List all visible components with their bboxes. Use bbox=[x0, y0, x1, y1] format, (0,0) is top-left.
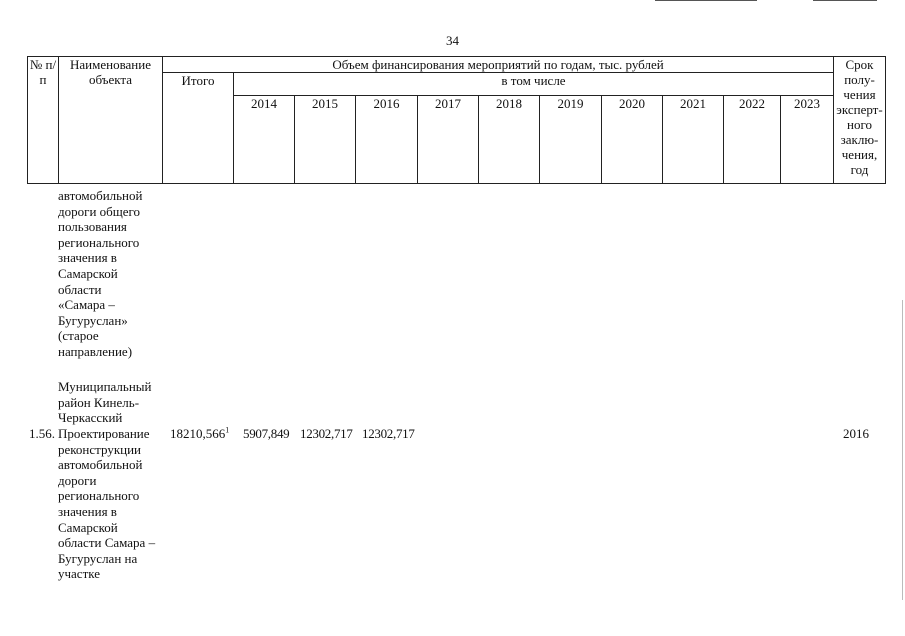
header-object-name: Наименование объекта bbox=[59, 57, 163, 184]
header-deadline: Срок полу-чения эксперт-ного заклю-чения, год bbox=[834, 57, 886, 184]
header-financing-volume: Объем финансирования мероприятий по годам, тыс. рублей bbox=[163, 57, 834, 73]
header-year: 2018 bbox=[479, 96, 540, 184]
header-year: 2016 bbox=[356, 96, 418, 184]
header-year: 2015 bbox=[295, 96, 356, 184]
table-header bbox=[27, 56, 886, 184]
top-rule-right bbox=[813, 0, 877, 1]
row-value-2014: 5907,849 bbox=[243, 426, 290, 441]
page-number: 34 bbox=[446, 33, 459, 48]
header-year: 2021 bbox=[663, 96, 724, 184]
header-itogo: Итого bbox=[163, 73, 234, 184]
row-number: 1.56. bbox=[29, 426, 55, 441]
header-year: 2019 bbox=[540, 96, 602, 184]
header-year: 2014 bbox=[234, 96, 295, 184]
header-including: в том числе bbox=[234, 73, 834, 96]
header-year: 2023 bbox=[781, 96, 834, 184]
header-number: № п/п bbox=[28, 57, 59, 184]
header-year: 2020 bbox=[602, 96, 663, 184]
top-rule-left bbox=[655, 0, 757, 1]
continued-object-name: автомобильной дороги общего пользования регионального значения в Самарской области «Самара – Бугуруслан» (старое направление) bbox=[58, 188, 143, 359]
header-year: 2022 bbox=[724, 96, 781, 184]
row-deadline: 2016 bbox=[843, 426, 869, 441]
scan-edge-line bbox=[902, 300, 903, 600]
row-value-2015: 12302,717 bbox=[300, 426, 353, 441]
district-name: Муниципальный район Кинель- Черкасский bbox=[58, 379, 152, 426]
row-object-name: Проектирование реконструкции автомобильной дороги регионального значения в Самарской области Самара – Бугуруслан на участке bbox=[58, 426, 156, 582]
footnote-mark: 1 bbox=[225, 425, 230, 435]
row-value-2016: 12302,717 bbox=[362, 426, 415, 441]
row-total: 18210,566$^1$ bbox=[170, 425, 230, 441]
header-year: 2017 bbox=[418, 96, 479, 184]
